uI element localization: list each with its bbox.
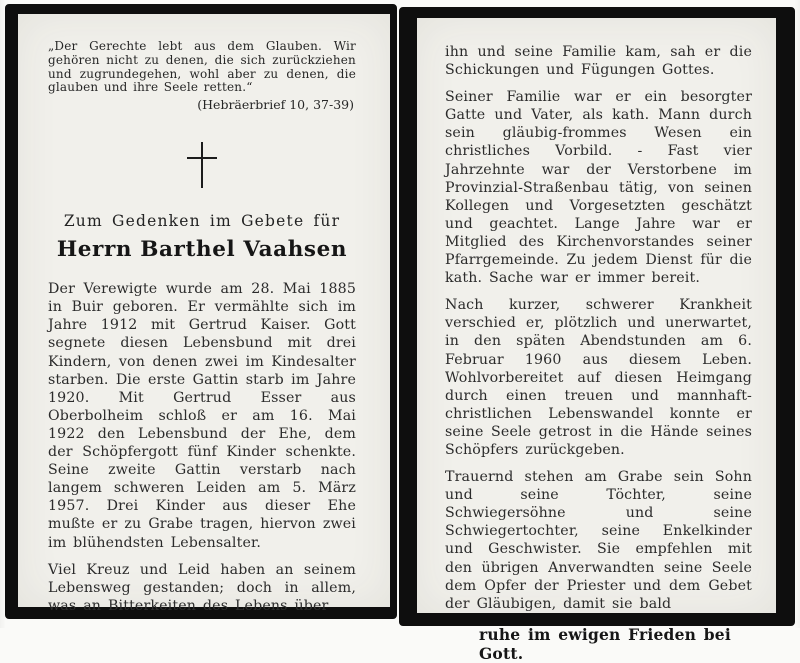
cross-icon: [187, 142, 217, 188]
right-page-biography: [445, 43, 752, 613]
deceased-name: Herrn Barthel Vaahsen: [56, 237, 348, 263]
bible-quote-source: (Hebräerbrief 10, 37-39): [197, 97, 354, 113]
biography-paragraph: ihn und seine Familie kam, sah er die Schickungen und Fügungen Gottes.: [445, 44, 752, 79]
memorial-card-left-page: [5, 4, 397, 619]
biography-paragraph: Trauernd stehen am Grabe sein Sohn und seine Töchter, seine Schwiegersöhne und seine Schwiegertochter, seine Enkelkinder und Geschwister. Sie empfehlen mit den übrigen Anverwandten seine Seele dem Opfer der Priester und dem Gebet der Gläubigen, damit sie bald: [445, 469, 752, 612]
biography-paragraph: Der Verewigte wurde am 28. Mai 1885 in Buir geboren. Er vermählte sich im Jahre 1912 mit Gertrud Kaiser. Gott segnete diesen Lebensbund mit drei Kindern, von denen zwei im Kindesalter starben. Die erste Gattin starb im Jahre 1920. Mit Gertrud Esser aus Oberbolheim schloß er am 16. Mai 1922 den Lebensbund der Ehe, dem der Schöpfergott fünf Kinder schenkte. Seine zweite Gattin verstarb nach langem schweren Leiden am 5. März 1957. Drei Kinder aus dieser Ehe mußte er zu Grabe tragen, hiervon zwei im blühendsten Lebensalter.: [48, 281, 356, 551]
bible-quote: „Der Gerechte lebt aus dem Glauben. Wir gehören nicht zu denen, die sich zurückziehen und zugrundegehen, wohl aber zu denen, die glauben und ihre Seele retten.“: [48, 39, 356, 95]
left-page-biography: [48, 280, 356, 615]
closing-prayer-line: ruhe im ewigen Frieden bei Gott.: [479, 624, 731, 663]
memorial-card-right-page: [399, 7, 795, 663]
cross-container: [48, 142, 356, 188]
biography-paragraph: Viel Kreuz und Leid haben an seinem Lebensweg gestanden; doch in allem, was an Bitterkeiten des Lebens über: [48, 561, 356, 614]
biography-paragraph: Nach kurzer, schwerer Krankheit verschied er, plötzlich und unerwartet, in den späten Abendstunden am 6. Februar 1960 aus diesem Leben. Wohlvorbereitet auf diesen Heimgang durch einen treuen und mannhaft-christlichen Lebenswandel konnte er seine Seele getrost in die Hände seines Schöpfers zurückgeben.: [445, 297, 752, 458]
biography-paragraph: Seiner Familie war er ein besorgter Gatte und Vater, als kath. Mann durch sein gläubig-frommes Wesen ein christliches Vorbild. - Fast vier Jahrzehnte war der Verstorbene im Provinzial-Straßenbau tätig, von seinen Kollegen und Vorgesetzten geschätzt und geachtet. Lange Jahre war er Mitglied des Kirchenvorstandes seiner Pfarrgemeinde. Zu jedem Dienst für die kath. Sache war er immer bereit.: [445, 89, 752, 287]
dedication-line: Zum Gedenken im Gebete für: [63, 212, 341, 231]
